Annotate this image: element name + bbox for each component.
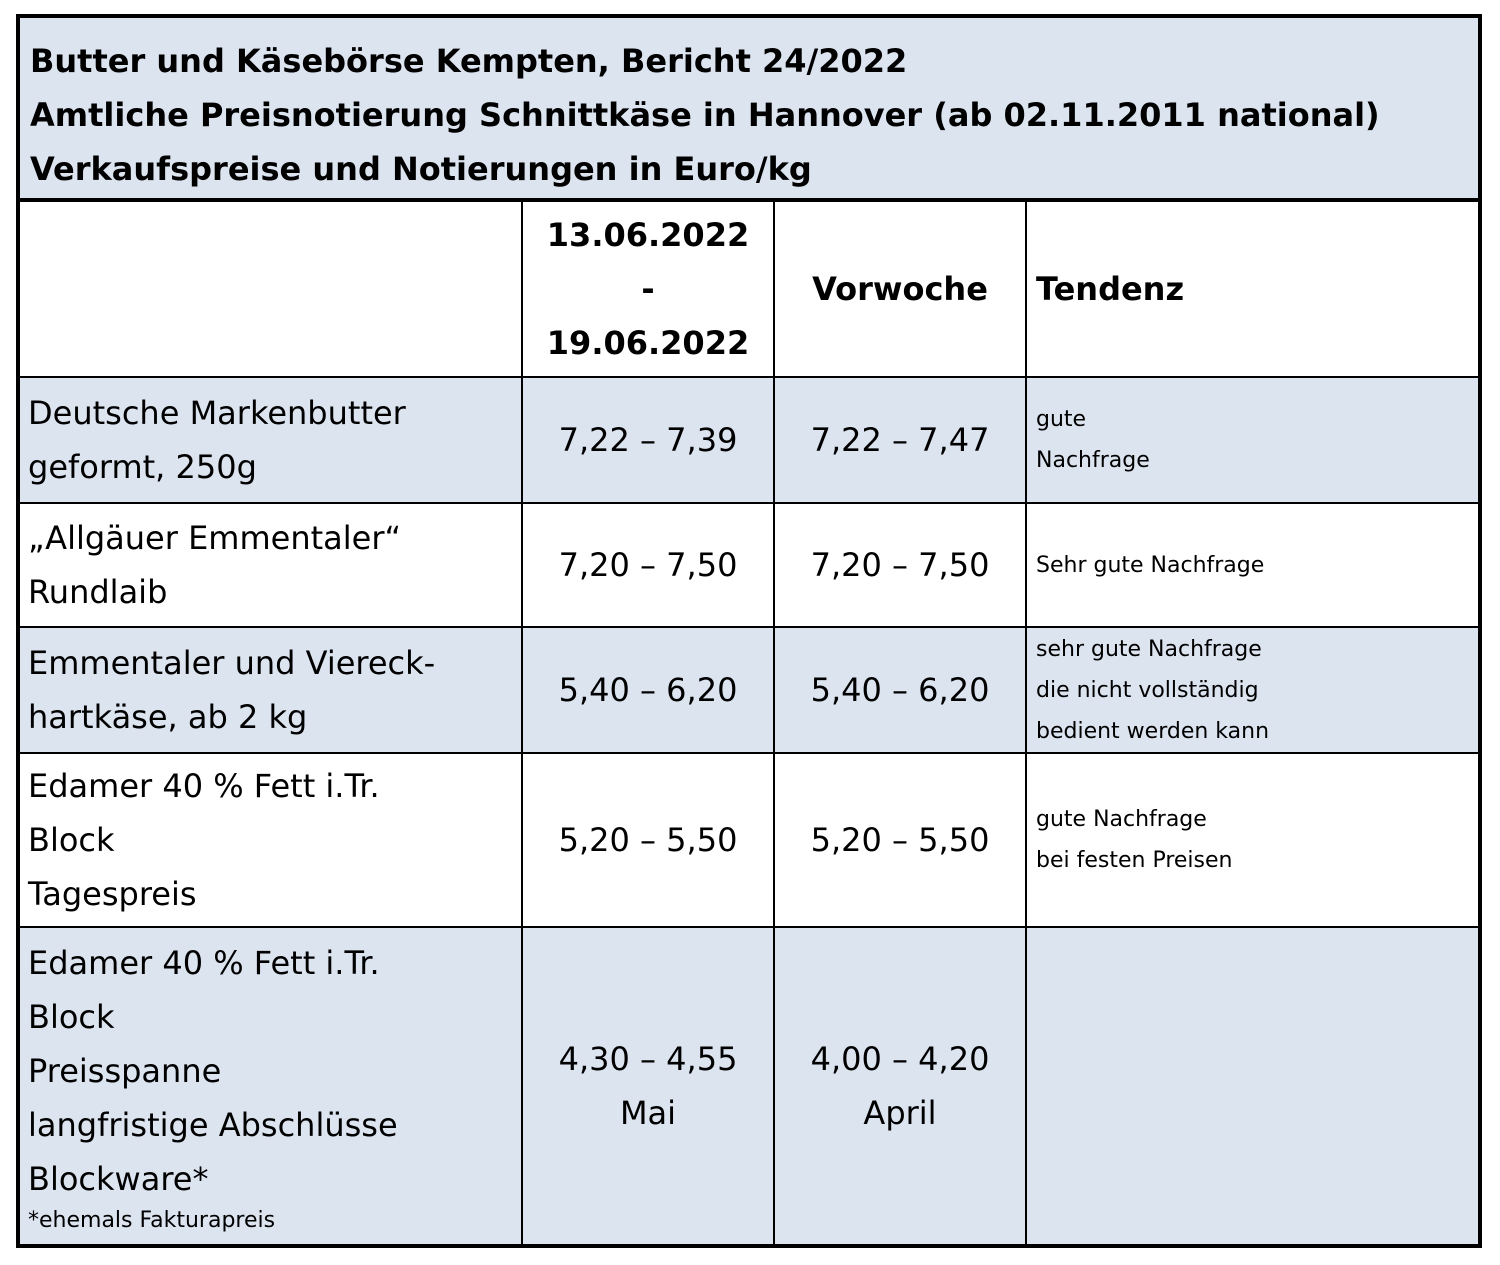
current-price-cell (522, 928, 774, 1244)
current-price-line: 7,22 – 7,39 (558, 421, 738, 459)
trend-line: Sehr gute Nachfrage (1036, 552, 1265, 578)
product-name-line: Preisspanne (28, 1052, 222, 1090)
row-divider (20, 926, 1478, 928)
current-price-line: Mai (619, 1094, 677, 1132)
previous-price-cell (774, 378, 1026, 502)
current-price-line: 5,20 – 5,50 (558, 821, 738, 859)
product-name-line: langfristige Abschlüsse (28, 1106, 398, 1144)
column-header-product (20, 202, 522, 376)
product-name-line: geformt, 250g (28, 448, 257, 486)
row-divider (20, 376, 1478, 378)
product-name-line: hartkäse, ab 2 kg (28, 698, 308, 736)
row-divider (20, 626, 1478, 628)
trend-line: Nachfrage (1036, 448, 1150, 473)
header-divider (20, 198, 1478, 202)
current-price-cell (522, 504, 774, 626)
product-name-line: „Allgäuer Emmentaler“ (28, 519, 402, 557)
product-name-line: Edamer 40 % Fett i.Tr. (28, 767, 380, 805)
column-header-row (20, 202, 1478, 376)
trend-cell (1026, 754, 1478, 926)
table-row (20, 928, 1478, 1244)
previous-price-line: 7,22 – 7,47 (810, 421, 990, 459)
previous-price-line: 5,40 – 6,20 (810, 671, 990, 709)
previous-price-cell (774, 504, 1026, 626)
trend-cell (1026, 504, 1478, 626)
report-unit-note: Verkaufspreise und Notierungen in Euro/kg (30, 150, 812, 188)
column-divider (1025, 202, 1027, 1244)
trend-line: bei festen Preisen (1036, 848, 1233, 873)
product-footnote: *ehemals Fakturapreis (28, 1208, 276, 1233)
product-name-cell (20, 928, 522, 1244)
column-header-previous-week: Vorwoche (812, 270, 988, 308)
report-title: Butter und Käsebörse Kempten, Bericht 24/2022 (30, 42, 908, 80)
product-name-line: Emmentaler und Viereck- (28, 644, 436, 682)
report-subtitle: Amtliche Preisnotierung Schnittkäse in Hannover (ab 02.11.2011 national) (30, 96, 1380, 134)
product-name-line: Deutsche Markenbutter (28, 394, 406, 432)
column-header-trend: Tendenz (1036, 270, 1185, 308)
row-divider (20, 752, 1478, 754)
column-header-current-week: 13.06.2022 - 19.06.2022 (546, 216, 750, 362)
table-row (20, 378, 1478, 502)
previous-price-line: 5,20 – 5,50 (810, 821, 990, 859)
column-divider (773, 202, 775, 1244)
product-name-line: Block (28, 821, 115, 859)
product-name-cell (20, 504, 522, 626)
current-price-line: 5,40 – 6,20 (558, 671, 738, 709)
current-price-cell (522, 754, 774, 926)
trend-line: sehr gute Nachfrage (1036, 636, 1262, 662)
trend-line: die nicht vollständig (1036, 677, 1259, 703)
product-name-line: Block (28, 998, 115, 1036)
current-price-cell (522, 628, 774, 752)
product-name-line: Rundlaib (28, 573, 168, 611)
trend-line: gute (1036, 407, 1087, 432)
product-name-line: Tagespreis (28, 875, 197, 913)
table-row (20, 754, 1478, 926)
column-divider (521, 202, 523, 1244)
current-price-line: 7,20 – 7,50 (558, 546, 738, 584)
previous-price-cell (774, 628, 1026, 752)
trend-cell (1026, 628, 1478, 752)
product-name-cell (20, 378, 522, 502)
previous-price-cell (774, 754, 1026, 926)
previous-price-line: 4,00 – 4,20 (810, 1040, 990, 1078)
trend-line: gute Nachfrage (1036, 807, 1207, 832)
trend-line: bedient werden kann (1036, 718, 1270, 744)
previous-price-cell (774, 928, 1026, 1244)
trend-cell (1026, 928, 1478, 1244)
product-name-cell (20, 628, 522, 752)
table-header (20, 18, 1478, 198)
table-row (20, 628, 1478, 752)
previous-price-line: 7,20 – 7,50 (810, 546, 990, 584)
product-name-line: Blockware* (28, 1160, 209, 1198)
current-price-cell (522, 378, 774, 502)
current-price-line: 4,30 – 4,55 (558, 1040, 738, 1078)
row-divider (20, 502, 1478, 504)
product-name-cell (20, 754, 522, 926)
table-row (20, 504, 1478, 626)
product-name-line: Edamer 40 % Fett i.Tr. (28, 944, 380, 982)
trend-cell (1026, 378, 1478, 502)
previous-price-line: April (863, 1094, 937, 1132)
